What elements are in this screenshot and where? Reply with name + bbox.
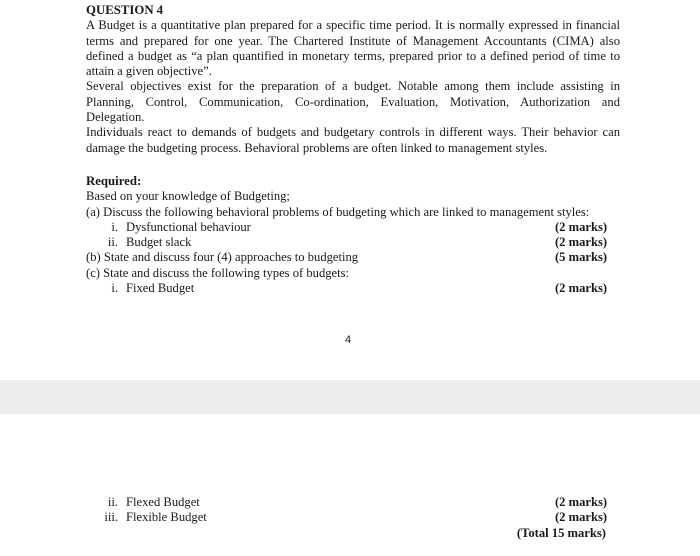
continued-content xyxy=(86,495,620,541)
item-text: Budget slack xyxy=(126,235,192,250)
required-heading: Required: xyxy=(86,173,142,188)
behavior-paragraph: Individuals react to demands of budgets and budgetary controls in different ways. Their behavior can damage the budgeting process. Behavioral problems are often linked to management styles. xyxy=(86,125,620,155)
part-c-item-3 xyxy=(86,510,620,525)
document-page-2 xyxy=(0,414,700,556)
part-b xyxy=(86,250,620,265)
total-marks: (Total 15 marks) xyxy=(516,525,606,540)
part-a-text: (a) Discuss the following behavioral problems of budgeting which are linked to management styles: xyxy=(86,204,590,219)
part-c-text: (c) State and discuss the following types of budgets: xyxy=(86,265,350,280)
item-marks: (2 marks) xyxy=(554,281,608,296)
item-number: i. xyxy=(111,219,118,234)
required-intro: Based on your knowledge of Budgeting; xyxy=(86,189,290,204)
part-b-marks: (5 marks) xyxy=(554,250,608,265)
question-title: QUESTION 4 xyxy=(86,3,164,17)
item-number: i. xyxy=(111,281,118,296)
part-b-text: (b) State and discuss four (4) approaches to budgeting xyxy=(86,250,359,265)
item-number: ii. xyxy=(107,235,118,250)
item-text: Fixed Budget xyxy=(126,281,195,296)
page-separator xyxy=(0,380,700,414)
item-marks: (2 marks) xyxy=(554,510,608,525)
question-content xyxy=(86,3,620,296)
item-marks: (2 marks) xyxy=(554,495,608,509)
item-text: Flexible Budget xyxy=(126,510,207,525)
part-a-item-1 xyxy=(86,220,620,235)
part-c-item-1 xyxy=(86,281,620,296)
page-number: 4 xyxy=(345,334,352,346)
item-text: Dysfunctional behaviour xyxy=(126,219,251,234)
intro-paragraph: A Budget is a quantitative plan prepared for a specific time period. It is normally expressed in financial terms and prepared for one year. The Chartered Institute of Management Accountants (CIMA) also defined a budget as “a plan quantified in monetary terms, prepared prior to a defined period of time to attain a given objective”. xyxy=(86,18,620,79)
item-number: ii. xyxy=(107,495,118,509)
item-marks: (2 marks) xyxy=(554,235,608,250)
item-marks: (2 marks) xyxy=(554,219,608,234)
item-number: iii. xyxy=(104,510,118,525)
part-c-item-2 xyxy=(86,495,620,510)
total-row xyxy=(86,526,620,541)
item-text: Flexed Budget xyxy=(126,495,200,509)
objectives-paragraph: Several objectives exist for the preparation of a budget. Notable among them include assisting in Planning, Control, Communication, Co-ordination, Evaluation, Motivation, Authorization and Delegation. xyxy=(86,79,620,125)
part-a-item-2 xyxy=(86,235,620,250)
